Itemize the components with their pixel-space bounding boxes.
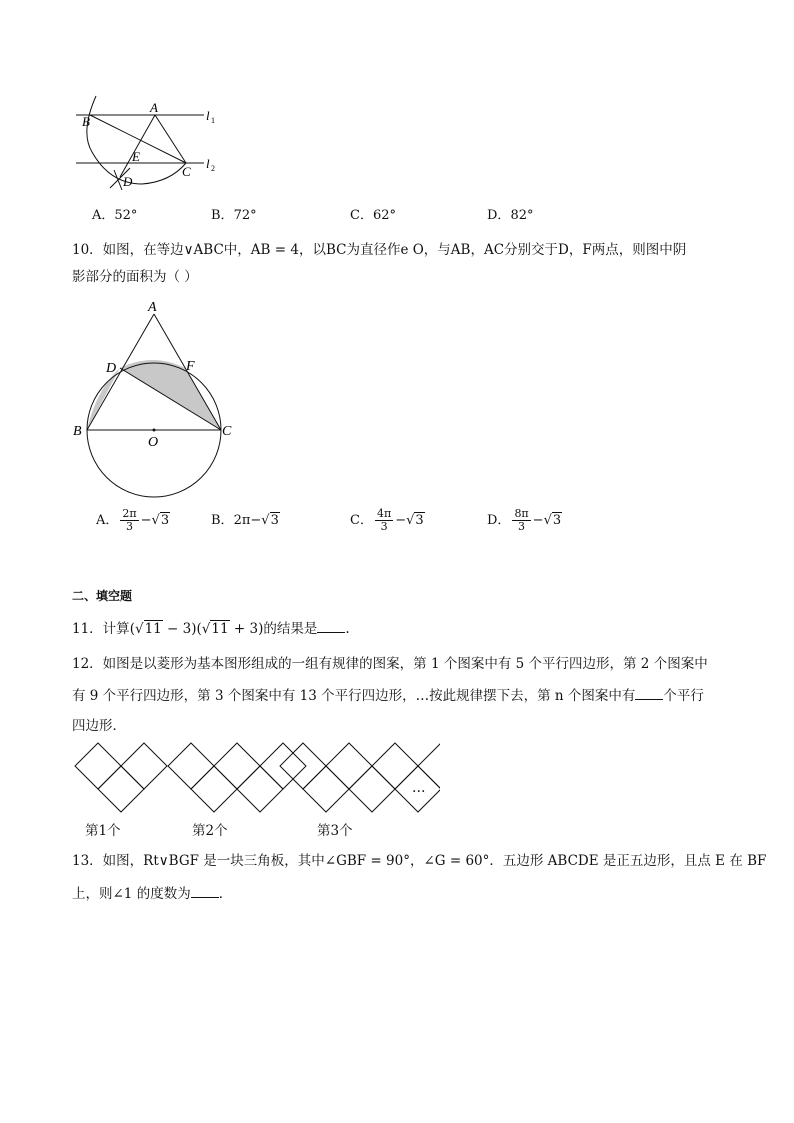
pattern-2-top-rhombus <box>168 743 214 789</box>
pattern-caption-3: 第3个 <box>317 823 353 839</box>
q12-line1: 12．如图是以菱形为基本图形组成的一组有规律的图案，第 1 个图案中有 5 个平行四边形，第 2 个图案中 <box>72 656 708 672</box>
pattern-ellipsis: … <box>412 780 426 796</box>
q10-option-a: A． $\frac{2\pi}{3}$ −√3 <box>96 507 170 533</box>
q10-line2: 影部分的面积为（ ） <box>72 269 198 285</box>
pattern-1-top-rhombus <box>75 743 121 789</box>
label-B: B <box>82 114 90 129</box>
label-C: C <box>222 424 232 439</box>
pattern-caption-2: 第2个 <box>192 823 228 839</box>
pattern-2-top-rhombus <box>260 743 306 789</box>
q13-line2: 上，则∠1 的度数为 ． <box>72 883 232 904</box>
answer-blank <box>635 685 663 700</box>
q9-option-a: A．52° <box>92 208 138 223</box>
label-O: O <box>148 435 159 450</box>
q12-line3: 四边形． <box>72 718 126 734</box>
pattern-3-top-rhombus <box>280 743 326 789</box>
shaded-segment-top <box>120 360 221 430</box>
pattern-3-top-rhombus <box>326 743 372 789</box>
label-l1-sub: 1 <box>211 116 215 125</box>
answer-blank <box>191 883 219 898</box>
label-A: A <box>148 300 157 315</box>
pattern-2-bottom-rhombus <box>191 766 237 812</box>
q11-line: 11．计算(√11 − 3)(√11 + 3)的结果是 . <box>72 618 350 639</box>
q10-option-b: B．2π−√3 <box>211 513 279 528</box>
label-D: D <box>106 361 117 376</box>
q10-option-c: C． $\frac{4\pi}{3}$ −√3 <box>350 507 424 533</box>
q9-option-d: D．82° <box>487 208 534 223</box>
q13-line1: 13．如图，Rt∨BGF 是一块三角板，其中∠GBF = 90°，∠G = 60°．五边形 ABCDE 是正五边形，且点 E 在 BF <box>72 853 767 869</box>
label-l2-sub: 2 <box>211 164 215 173</box>
q12-line2: 有 9 个平行四边形，第 3 个图案中有 13 个平行四边形，…按此规律摆下去，第 n 个图案中有 个平行 <box>72 685 704 706</box>
pattern-3-bottom-rhombus <box>303 766 349 812</box>
pattern-caption-1: 第1个 <box>85 823 121 839</box>
pattern-2-top-rhombus <box>214 743 260 789</box>
label-l2: l <box>206 156 210 171</box>
label-B: B <box>73 424 82 439</box>
q10-line1: 10．如图，在等边∨ABC中，AB = 4，以BC为直径作e O，与AB，AC分别交于D，F两点，则图中阴 <box>72 242 687 258</box>
figure-q9 <box>70 92 230 194</box>
figure-q12 <box>70 742 440 842</box>
pattern-2-bottom-rhombus <box>237 766 283 812</box>
label-C: C <box>182 164 191 179</box>
label-E: E <box>132 149 140 164</box>
pattern-1-top-rhombus <box>121 743 167 789</box>
center-point <box>153 429 156 432</box>
q10-option-d: D． $\frac{8\pi}{3}$ −√3 <box>487 507 562 533</box>
label-l1: l <box>206 108 210 123</box>
answer-blank <box>317 618 345 633</box>
label-A: A <box>150 100 158 115</box>
section-heading: 二、填空题 <box>72 589 133 603</box>
q9-option-b: B．72° <box>211 208 257 223</box>
q9-option-c: C．62° <box>350 208 396 223</box>
label-D: D <box>123 174 133 189</box>
label-F: F <box>186 359 195 374</box>
pattern-1-bottom-rhombus <box>98 766 144 812</box>
figure-q10 <box>68 294 248 504</box>
pattern-3-bottom-rhombus <box>349 766 395 812</box>
